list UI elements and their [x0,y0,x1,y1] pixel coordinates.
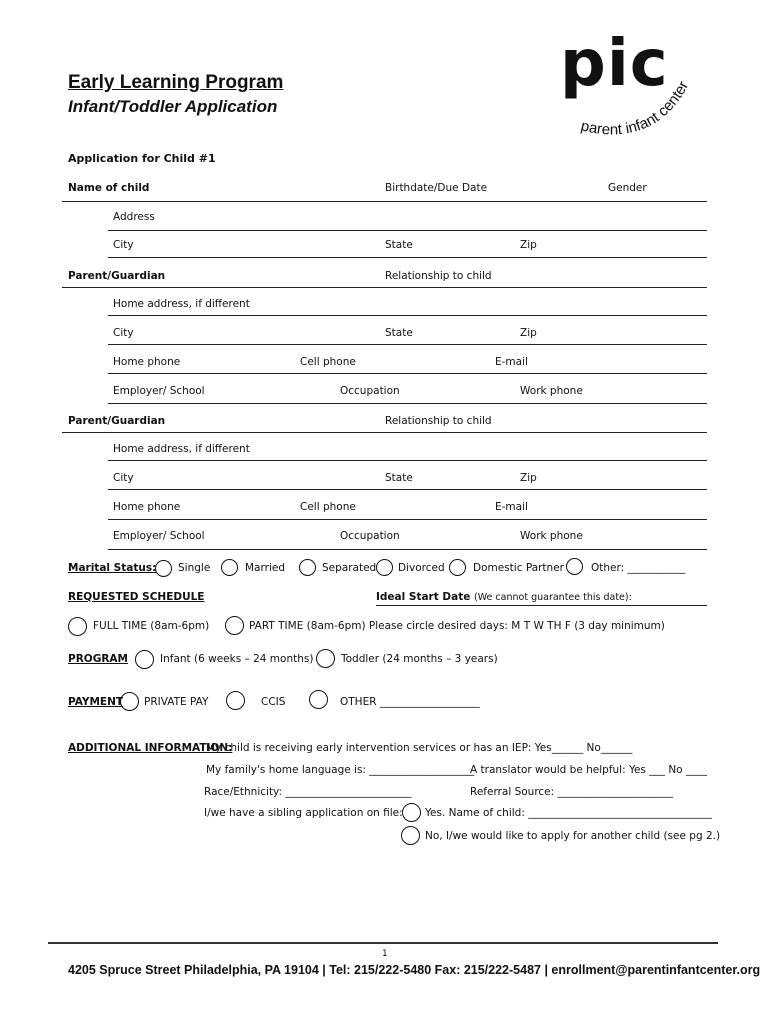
footer-contact: 4205 Spruce Street Philadelphia, PA 19104 | Tel: 215/222-5480 Fax: 215/222-5487 | enrollment@parentinfantcenter.org [68,963,761,977]
guardian2-cell-phone-label: Cell phone [300,501,356,513]
guardian2-relationship-label: Relationship to child [385,415,492,427]
guardian1-label: Parent/Guardian [68,270,166,282]
page-subtitle: Infant/Toddler Application [68,97,278,116]
child-zip-label: Zip [520,239,537,251]
guardian1-line[interactable] [62,287,707,288]
additional-info-label: ADDITIONAL INFORMATION: [68,742,233,754]
guardian2-label: Parent/Guardian [68,415,166,427]
ideal-start-date-text: Ideal Start Date [376,591,471,603]
iep-question: My child is receiving early intervention services or has an IEP: Yes______ No______ [206,742,633,754]
guardian2-city-line[interactable] [108,489,707,490]
child-name-line[interactable] [62,201,707,202]
child-state-label: State [385,239,413,251]
guardian2-home-address-label: Home address, if different [113,443,250,455]
marital-other-label: Other: ___________ [591,562,686,574]
payment-ccis-label: CCIS [261,696,286,708]
guardian1-work-phone-label: Work phone [520,385,583,397]
payment-private-label: PRIVATE PAY [144,696,209,708]
svg-text:parent infant center: parent infant center [579,78,693,139]
child-name-label: Name of child [68,182,150,194]
guardian2-occupation-label: Occupation [340,530,400,542]
guardian1-relationship-label: Relationship to child [385,270,492,282]
guardian1-email-label: E-mail [495,356,528,368]
program-toddler-radio[interactable] [316,649,335,668]
logo-tagline-arc [560,18,710,158]
application-heading: Application for Child #1 [68,152,216,165]
footer-divider [48,942,718,944]
ideal-start-date-line[interactable] [376,605,707,606]
payment-private-radio[interactable] [120,692,139,711]
sibling-yes-radio[interactable] [402,803,421,822]
guardian1-employer-line[interactable] [108,403,707,404]
full-time-label: FULL TIME (8am-6pm) [93,620,210,632]
guardian2-phone-line[interactable] [108,519,707,520]
full-time-radio[interactable] [68,617,87,636]
translator-question: A translator would be helpful: Yes ___ No ____ [470,764,707,776]
referral-source-question: Referral Source: ______________________ [470,786,674,798]
ideal-start-date-label [376,591,632,603]
program-toddler-label: Toddler (24 months – 3 years) [341,653,498,665]
part-time-label: PART TIME (8am-6pm) Please circle desired days: M T W TH F (3 day minimum) [249,620,665,632]
marital-other-radio[interactable] [566,558,583,575]
sibling-no-label: No, I/we would like to apply for another child (see pg 2.) [425,830,721,842]
guardian2-home-phone-label: Home phone [113,501,181,513]
marital-married-label: Married [245,562,285,574]
guardian1-home-address-label: Home address, if different [113,298,250,310]
pic-logo [560,18,710,158]
payment-other-label: OTHER ___________________ [340,696,480,708]
guardian2-line[interactable] [62,432,707,433]
sibling-question: I/we have a sibling application on file: [204,807,403,819]
child-address-label: Address [113,211,155,223]
child-city-line[interactable] [108,257,707,258]
page-number: 1 [382,949,388,959]
payment-ccis-radio[interactable] [226,691,245,710]
program-infant-label: Infant (6 weeks – 24 months) [160,653,314,665]
ideal-start-date-note: (We cannot guarantee this date): [474,592,632,603]
logo-text: pic [560,27,669,101]
guardian2-employer-line[interactable] [108,549,707,550]
sibling-yes-label: Yes. Name of child: ___________________________________ [425,807,712,819]
marital-separated-label: Separated [322,562,377,574]
guardian1-occupation-label: Occupation [340,385,400,397]
marital-domestic-partner-radio[interactable] [449,559,466,576]
guardian2-state-label: State [385,472,413,484]
program-label: PROGRAM [68,653,128,665]
child-address-line[interactable] [108,230,707,231]
guardian1-employer-label: Employer/ School [113,385,205,397]
marital-divorced-label: Divorced [398,562,445,574]
guardian1-home-address-line[interactable] [108,315,707,316]
marital-single-label: Single [178,562,211,574]
guardian1-cell-phone-label: Cell phone [300,356,356,368]
sibling-no-radio[interactable] [401,826,420,845]
guardian1-city-line[interactable] [108,344,707,345]
marital-single-radio[interactable] [155,560,172,577]
payment-other-radio[interactable] [309,690,328,709]
home-language-question: My family's home language is: ____________________ [206,764,475,776]
guardian2-work-phone-label: Work phone [520,530,583,542]
payment-label: PAYMENT [68,696,124,708]
guardian1-phone-line[interactable] [108,373,707,374]
marital-domestic-partner-label: Domestic Partner [473,562,564,574]
guardian2-email-label: E-mail [495,501,528,513]
guardian2-city-label: City [113,472,134,484]
child-birthdate-label: Birthdate/Due Date [385,182,488,194]
guardian1-home-phone-label: Home phone [113,356,181,368]
program-infant-radio[interactable] [135,650,154,669]
guardian2-employer-label: Employer/ School [113,530,205,542]
race-ethnicity-question: Race/Ethnicity: ________________________ [204,786,412,798]
guardian1-state-label: State [385,327,413,339]
part-time-radio[interactable] [225,616,244,635]
child-city-label: City [113,239,134,251]
marital-divorced-radio[interactable] [376,559,393,576]
requested-schedule-label: REQUESTED SCHEDULE [68,591,205,603]
guardian2-home-address-line[interactable] [108,460,707,461]
guardian1-zip-label: Zip [520,327,537,339]
page-title: Early Learning Program [68,72,284,93]
guardian1-city-label: City [113,327,134,339]
marital-status-label: Marital Status: [68,562,157,574]
child-gender-label: Gender [608,182,647,194]
guardian2-zip-label: Zip [520,472,537,484]
marital-separated-radio[interactable] [299,559,316,576]
marital-married-radio[interactable] [221,559,238,576]
